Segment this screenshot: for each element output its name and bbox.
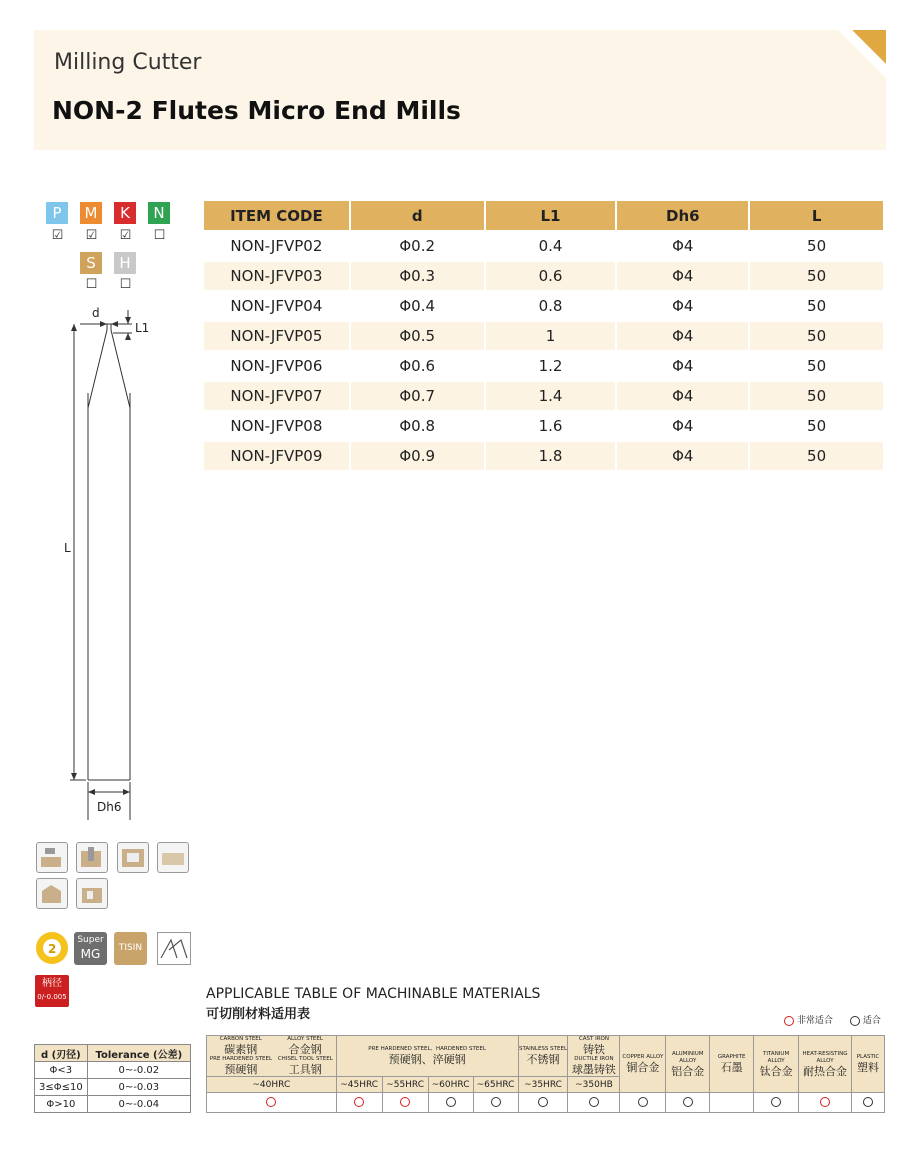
- tolerance-range: 3≤Φ≤10: [35, 1079, 88, 1096]
- label: DUCTILE IRON: [574, 1056, 614, 1062]
- tolerance-header-d: d (刃径): [35, 1045, 88, 1062]
- label: 铸铁: [582, 1043, 605, 1056]
- hardness-cell: ~350HB: [568, 1077, 620, 1093]
- drawing-label-l: L: [64, 541, 71, 555]
- d-cell: Φ0.9: [350, 441, 485, 470]
- rating-row: [207, 1093, 885, 1113]
- category-subtitle: Milling Cutter: [54, 50, 202, 75]
- l-cell: 50: [749, 231, 884, 261]
- hardness-cell: ~35HRC: [518, 1077, 568, 1093]
- col-l: L: [749, 201, 884, 231]
- dh6-cell: Φ4: [616, 261, 749, 291]
- legend-suitable: [850, 1013, 881, 1026]
- corner-fold-icon: [838, 30, 886, 78]
- copper-alloy-header: [620, 1036, 666, 1093]
- applicable-materials-table: [206, 1035, 885, 1113]
- drawing-label-dh6: Dh6: [97, 800, 122, 814]
- material-n-badge: N: [148, 202, 170, 224]
- flutes-count: 2: [48, 942, 57, 956]
- helix-angle-icon: [157, 932, 191, 965]
- rating-cell: [666, 1093, 710, 1113]
- label: 铜合金: [626, 1061, 660, 1074]
- label: PRE HARDENED STEEL: [209, 1056, 273, 1062]
- drawing-label-d: d: [92, 306, 100, 320]
- very-suitable-circle-icon: [820, 1097, 830, 1107]
- d-cell: Φ0.6: [350, 351, 485, 381]
- table-row: [204, 411, 884, 441]
- label: ALLOY: [767, 1057, 785, 1064]
- l-cell: 50: [749, 351, 884, 381]
- tisin-coating-badge: TISIN: [114, 932, 147, 965]
- graphite-header: [710, 1036, 754, 1093]
- face-milling-icon: [157, 842, 189, 873]
- label: HEAT-RESISTING: [802, 1050, 848, 1057]
- hardness-cell: ~45HRC: [336, 1077, 382, 1093]
- l-cell: 50: [749, 321, 884, 351]
- circle-icon: [850, 1016, 860, 1026]
- l1-cell: 0.4: [485, 231, 617, 261]
- legend-very-suitable: [784, 1013, 833, 1026]
- rating-cell: [799, 1093, 852, 1113]
- material-p-checkbox: ☑: [51, 228, 64, 243]
- label: PLASTIC: [856, 1054, 880, 1060]
- rating-cell: [710, 1093, 754, 1113]
- hardness-cell: ~40HRC: [207, 1077, 337, 1093]
- aluminium-alloy-header: [666, 1036, 710, 1093]
- table-row: [204, 231, 884, 261]
- l1-cell: 1.4: [485, 381, 617, 411]
- material-m-checkbox: ☑: [85, 228, 98, 243]
- applicable-title-cn: 可切削材料适用表: [206, 1007, 311, 1022]
- end-mill-drawing: [40, 300, 170, 820]
- material-m-badge: M: [80, 202, 102, 224]
- item-code-cell: NON-JFVP04: [204, 291, 350, 321]
- table-row: [204, 321, 884, 351]
- spec-table-header: [204, 201, 884, 231]
- l1-cell: 1.2: [485, 351, 617, 381]
- hardness-cell: ~55HRC: [382, 1077, 428, 1093]
- suitable-circle-icon: [863, 1097, 873, 1107]
- d-cell: Φ0.7: [350, 381, 485, 411]
- hardened-steel-header: [336, 1036, 518, 1077]
- applicable-title-en: APPLICABLE TABLE OF MACHINABLE MATERIALS: [206, 986, 541, 1002]
- mg-label: MG: [80, 947, 101, 961]
- cast-iron-header: [568, 1036, 620, 1077]
- label: COPPER ALLOY: [622, 1054, 664, 1060]
- tolerance-value: 0~-0.04: [87, 1096, 190, 1113]
- l-cell: 50: [749, 291, 884, 321]
- label: CHISEL TOOL STEEL: [277, 1056, 333, 1062]
- spec-table: [204, 201, 885, 470]
- dh6-cell: Φ4: [616, 231, 749, 261]
- red-circle-icon: [784, 1016, 794, 1026]
- tolerance-value: 0~-0.02: [87, 1062, 190, 1079]
- material-n-checkbox: ☐: [153, 228, 166, 243]
- label: 钛合金: [759, 1064, 793, 1078]
- dh6-cell: Φ4: [616, 321, 749, 351]
- rating-cell: [754, 1093, 799, 1113]
- l1-cell: 0.8: [485, 291, 617, 321]
- table-row: [204, 381, 884, 411]
- l-cell: 50: [749, 261, 884, 291]
- l-cell: 50: [749, 411, 884, 441]
- label: 预硬钢: [224, 1063, 258, 1076]
- l1-cell: 1.6: [485, 411, 617, 441]
- table-row: [204, 291, 884, 321]
- side-milling-icon: [36, 842, 68, 873]
- rating-cell: [568, 1093, 620, 1113]
- label: 耐热合金: [803, 1064, 848, 1078]
- page-title: NON-2 Flutes Micro End Mills: [52, 96, 461, 125]
- suitable-circle-icon: [683, 1097, 693, 1107]
- table-row: [35, 1096, 191, 1113]
- tolerance-value: 0~-0.03: [87, 1079, 190, 1096]
- shank-tolerance-badge: [35, 975, 69, 1007]
- shank-label: 柄径: [42, 978, 62, 989]
- d-cell: Φ0.2: [350, 231, 485, 261]
- material-p-badge: P: [46, 202, 68, 224]
- l-cell: 50: [749, 441, 884, 470]
- material-k-badge: K: [114, 202, 136, 224]
- table-row: [204, 351, 884, 381]
- label: TITANIUM: [763, 1050, 790, 1057]
- dh6-cell: Φ4: [616, 411, 749, 441]
- super-mg-badge: [74, 932, 107, 965]
- shank-tolerance: 0/-0.005: [37, 993, 67, 1001]
- d-cell: Φ0.5: [350, 321, 485, 351]
- label: STAINLESS STEEL: [518, 1046, 568, 1052]
- suitable-circle-icon: [491, 1097, 501, 1107]
- titanium-alloy-header: [754, 1036, 799, 1093]
- col-l1: L1: [485, 201, 617, 231]
- label: 球墨铸铁: [571, 1063, 616, 1076]
- material-s-badge: S: [80, 252, 102, 274]
- label: 碳素钢: [224, 1043, 258, 1056]
- item-code-cell: NON-JFVP09: [204, 441, 350, 470]
- label: ALLOY STEEL: [287, 1036, 323, 1042]
- slotting-icon: [76, 842, 108, 873]
- dh6-cell: Φ4: [616, 381, 749, 411]
- suitable-circle-icon: [771, 1097, 781, 1107]
- l1-cell: 1.8: [485, 441, 617, 470]
- rating-cell: [518, 1093, 568, 1113]
- material-h-checkbox: ☐: [119, 277, 132, 292]
- rating-cell: [428, 1093, 473, 1113]
- l1-cell: 1: [485, 321, 617, 351]
- label: 塑料: [856, 1061, 879, 1074]
- rating-cell: [382, 1093, 428, 1113]
- rating-cell: [620, 1093, 666, 1113]
- rating-cell: [851, 1093, 884, 1113]
- label: CARBON STEEL: [219, 1036, 262, 1042]
- l-cell: 50: [749, 381, 884, 411]
- label: 铝合金: [671, 1064, 705, 1078]
- rating-cell: [207, 1093, 337, 1113]
- very-suitable-circle-icon: [354, 1097, 364, 1107]
- table-row: [35, 1079, 191, 1096]
- label: ALLOY: [679, 1057, 697, 1064]
- tolerance-range: Φ<3: [35, 1062, 88, 1079]
- col-item-code: ITEM CODE: [204, 201, 350, 231]
- suitable-circle-icon: [589, 1097, 599, 1107]
- ramping-icon: [76, 878, 108, 909]
- item-code-cell: NON-JFVP05: [204, 321, 350, 351]
- profiling-icon: [36, 878, 68, 909]
- label: CAST IRON: [578, 1036, 609, 1042]
- label: 工具钢: [288, 1063, 322, 1076]
- label: ALLOY: [816, 1057, 834, 1064]
- hardness-cell: ~60HRC: [428, 1077, 473, 1093]
- very-suitable-circle-icon: [400, 1097, 410, 1107]
- label: PRE HARDENED STEEL、HARDENED STEEL: [368, 1046, 486, 1052]
- label: 石墨: [720, 1061, 743, 1074]
- tolerance-table: [34, 1044, 191, 1113]
- heat-resisting-alloy-header: [799, 1036, 852, 1093]
- label: 合金钢: [288, 1043, 322, 1056]
- material-h-badge: H: [114, 252, 136, 274]
- dh6-cell: Φ4: [616, 351, 749, 381]
- col-dh6: Dh6: [616, 201, 749, 231]
- d-cell: Φ0.8: [350, 411, 485, 441]
- rating-cell: [473, 1093, 518, 1113]
- label: 不锈钢: [526, 1053, 560, 1066]
- table-row: [204, 261, 884, 291]
- suitable-circle-icon: [538, 1097, 548, 1107]
- item-code-cell: NON-JFVP08: [204, 411, 350, 441]
- item-code-cell: NON-JFVP02: [204, 231, 350, 261]
- table-row: [35, 1062, 191, 1079]
- item-code-cell: NON-JFVP06: [204, 351, 350, 381]
- dh6-cell: Φ4: [616, 441, 749, 470]
- super-label: Super: [77, 935, 104, 945]
- legend-very-label: 非常适合: [796, 1016, 833, 1026]
- label: ALUMINIUM: [672, 1050, 704, 1057]
- two-flutes-icon: [35, 931, 69, 965]
- table-row: [204, 441, 884, 470]
- item-code-cell: NON-JFVP07: [204, 381, 350, 411]
- material-s-checkbox: ☐: [85, 277, 98, 292]
- label: GRAPHITE: [717, 1054, 746, 1060]
- d-cell: Φ0.4: [350, 291, 485, 321]
- plastic-header: [851, 1036, 884, 1093]
- rating-cell: [336, 1093, 382, 1113]
- suitable-circle-icon: [446, 1097, 456, 1107]
- stainless-steel-header: [518, 1036, 568, 1077]
- label: 预硬钢、淬硬钢: [388, 1053, 466, 1066]
- l1-cell: 0.6: [485, 261, 617, 291]
- material-header-row: [207, 1036, 885, 1077]
- pocketing-icon: [117, 842, 149, 873]
- carbon-alloy-steel-header: [207, 1036, 337, 1077]
- very-suitable-circle-icon: [266, 1097, 276, 1107]
- tolerance-header-tol: Tolerance (公差): [87, 1045, 190, 1062]
- item-code-cell: NON-JFVP03: [204, 261, 350, 291]
- material-k-checkbox: ☑: [119, 228, 132, 243]
- d-cell: Φ0.3: [350, 261, 485, 291]
- dh6-cell: Φ4: [616, 291, 749, 321]
- drawing-label-l1: L1: [135, 321, 150, 335]
- col-d: d: [350, 201, 485, 231]
- tolerance-range: Φ>10: [35, 1096, 88, 1113]
- legend-ok-label: 适合: [862, 1016, 881, 1026]
- hardness-cell: ~65HRC: [473, 1077, 518, 1093]
- suitable-circle-icon: [638, 1097, 648, 1107]
- header-banner: [34, 30, 886, 150]
